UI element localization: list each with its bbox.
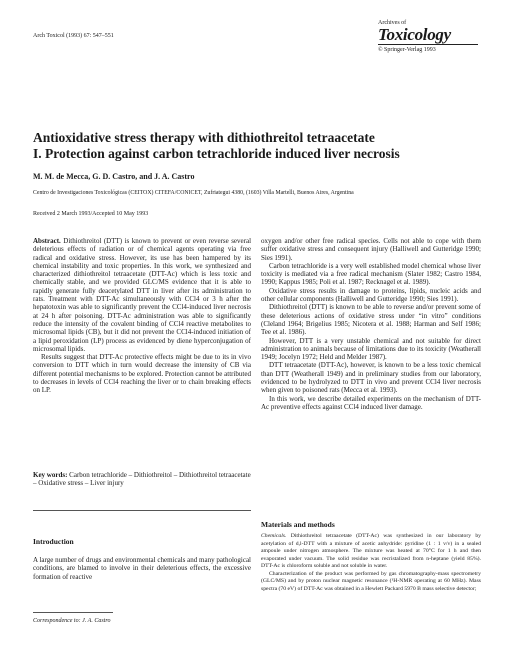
abstract-paragraph-2: Results suggest that DTT-Ac protective effects might be due to its in vivo conversion to DTT which in turn would decrease the intensity of CB via different potential mechanisms to be explored. Protection cannot be attributed to decreases in levels of CCl4 reaching the liver or to chain breaking effects on LP. xyxy=(33,353,251,395)
journal-prefix: Archives of xyxy=(378,20,407,26)
body-paragraph: DTT tetraacetate (DTT-Ac), however, is known to be a less toxic chemical than DTT (Weatherall 1949) and in preliminary studies from our laboratory, evidenced to be hydrolyzed to DTT in vivo and prevent CCl4 liver necrosis when given to poisoned rats (Mecca et al. 1993). xyxy=(261,361,481,395)
keywords-label: Key words: xyxy=(33,471,68,479)
abstract-label: Abstract. xyxy=(33,237,61,245)
body-paragraph: Dithiothreitol (DTT) is known to be able to reverse and/or prevent some of these deleterious actions of oxidative stress under “in vitro” conditions (Cleland 1964; Brigelius 1985; Nicotera et al. 1988; Harman and Self 1986; Tee et al. 1986). xyxy=(261,303,481,337)
journal-citation: Arch Toxicol (1993) 67: 547–551 xyxy=(33,33,114,39)
masthead-divider xyxy=(378,44,478,45)
methods-paragraph-1: Dithiothreitol tetraacetate (DTT-Ac) was synthesized in our laboratory by acetylation of d,l-DTT with a mixture of acetic anhydride: pyridine (1 : 1 v/v) in a sealed ampoule under nitrogen atmosphere. The mixture was heated at 70°C for 1 h and then evaporated under vacuum. The solid residue was recristalized from n-heptane (yield 85%). DTT-Ac is chloroform soluble and not soluble in water. xyxy=(261,533,482,569)
body-paragraph: In this work, we describe detailed experiments on the mechanism of DTT-Ac preventive effects against CCl4 induced liver damage. xyxy=(261,394,481,411)
methods-text xyxy=(261,533,481,593)
correspondence-footnote: Correspondence to: J. A. Castro xyxy=(33,618,111,624)
section-divider xyxy=(33,510,251,511)
abstract-paragraph-1: Dithiothreitol (DTT) is known to prevent or even reverse several deleterious effects of radiation or of chemical agents operating via free radical and oxidative stress. However, its use has been hampered by its chemical instability and toxic properties. In this work, we synthesized and characterized dithiothreitol tetraacetate (DTT-Ac) which is less toxic and chemically stable, and we provided GLC/MS evidence that it is able to rapidly generate fully deacetylated DTT in liver after its administration to rats. Treatment with DTT-Ac simultaneously with CCl4 or 3 h after the hepatotoxin was able to significantly prevent the CCl4-induced liver necrosis at 24 h after poisoning. DTT-Ac administration was able to significantly reduce the intensity of the covalent binding of CCl4 reactive metabolites to microsomal lipids (CB), but it did not prevent the CCl4-induced initiation of a lipid peroxidation (LP) process as evidenced by diene hyperconjugation of microsomal lipids. xyxy=(33,237,252,353)
body-paragraph: oxygen and/or other free radical species. Cells not able to cope with them suffer oxidative stress and consequent injury (Halliwell and Gutteridge 1990; Sies 1991). xyxy=(261,237,481,262)
introduction-text: A large number of drugs and environmental chemicals and many pathological conditions, are blamed to involve in their deleterious effects, the excessive formation of reactive xyxy=(33,556,251,581)
journal-logo: Toxicology xyxy=(378,25,451,44)
methods-heading: Materials and methods xyxy=(261,520,335,529)
chemicals-label: Chemicals. xyxy=(261,533,287,539)
abstract xyxy=(33,237,251,395)
received-dates: Received 2 March 1993/Accepted 10 May 1993 xyxy=(33,211,149,217)
body-column-right xyxy=(261,237,481,411)
title-line-2: I. Protection against carbon tetrachloride induced liver necrosis xyxy=(33,146,400,161)
article-title xyxy=(33,130,483,162)
keywords-text: Carbon tetrachloride – Dithiothreitol – Dithiothreitol tetraacetate – Oxidative stress – Liver injury xyxy=(33,471,251,488)
introduction-heading: Introduction xyxy=(33,537,74,546)
body-paragraph: Oxidative stress results in damage to proteins, lipids, nucleic acids and other cellular components (Halliwell and Gutteridge 1990; Sies 1991). xyxy=(261,286,481,304)
methods-paragraph-2: Characterization of the product was performed by gas chromatography-mass spectrometry (GLC/MS) and by proton nuclear magnetic resonance (¹H-NMR operating at 60 MHz). Mass spectra (70 eV) of DTT-Ac was obtained in a Hewlett Packard 5970 B mass selective detector; xyxy=(261,570,481,592)
body-paragraph: Carbon tetrachloride is a very well established model chemical whose liver toxicity is mediated via a free radical mechanism (Slater 1982; Castro 1984, 1990; Kappus 1985; Poli et al. 1987; Recknagel et al. 1989). xyxy=(261,261,481,287)
footnote-rule xyxy=(33,612,113,613)
keywords xyxy=(33,471,251,488)
copyright-notice: © Springer-Verlag 1993 xyxy=(378,47,436,53)
title-line-1: Antioxidative stress therapy with dithiothreitol tetraacetate xyxy=(33,130,375,145)
journal-masthead xyxy=(378,20,488,53)
author-list: M. M. de Mecca, G. D. Castro, and J. A. Castro xyxy=(33,172,195,181)
body-paragraph: However, DTT is a very unstable chemical and not suitable for direct administration to animals because of limitations due to its toxicity (Weatherall 1949; Jocelyn 1972; Held and Melder 1987). xyxy=(261,336,481,362)
affiliation: Centro de Investigaciones Toxicológicas (CEITOX) CITEFA/CONICET, Zufriategui 4380, (1603) Villa Martelli, Buenos Aires, Argentina xyxy=(33,190,354,196)
